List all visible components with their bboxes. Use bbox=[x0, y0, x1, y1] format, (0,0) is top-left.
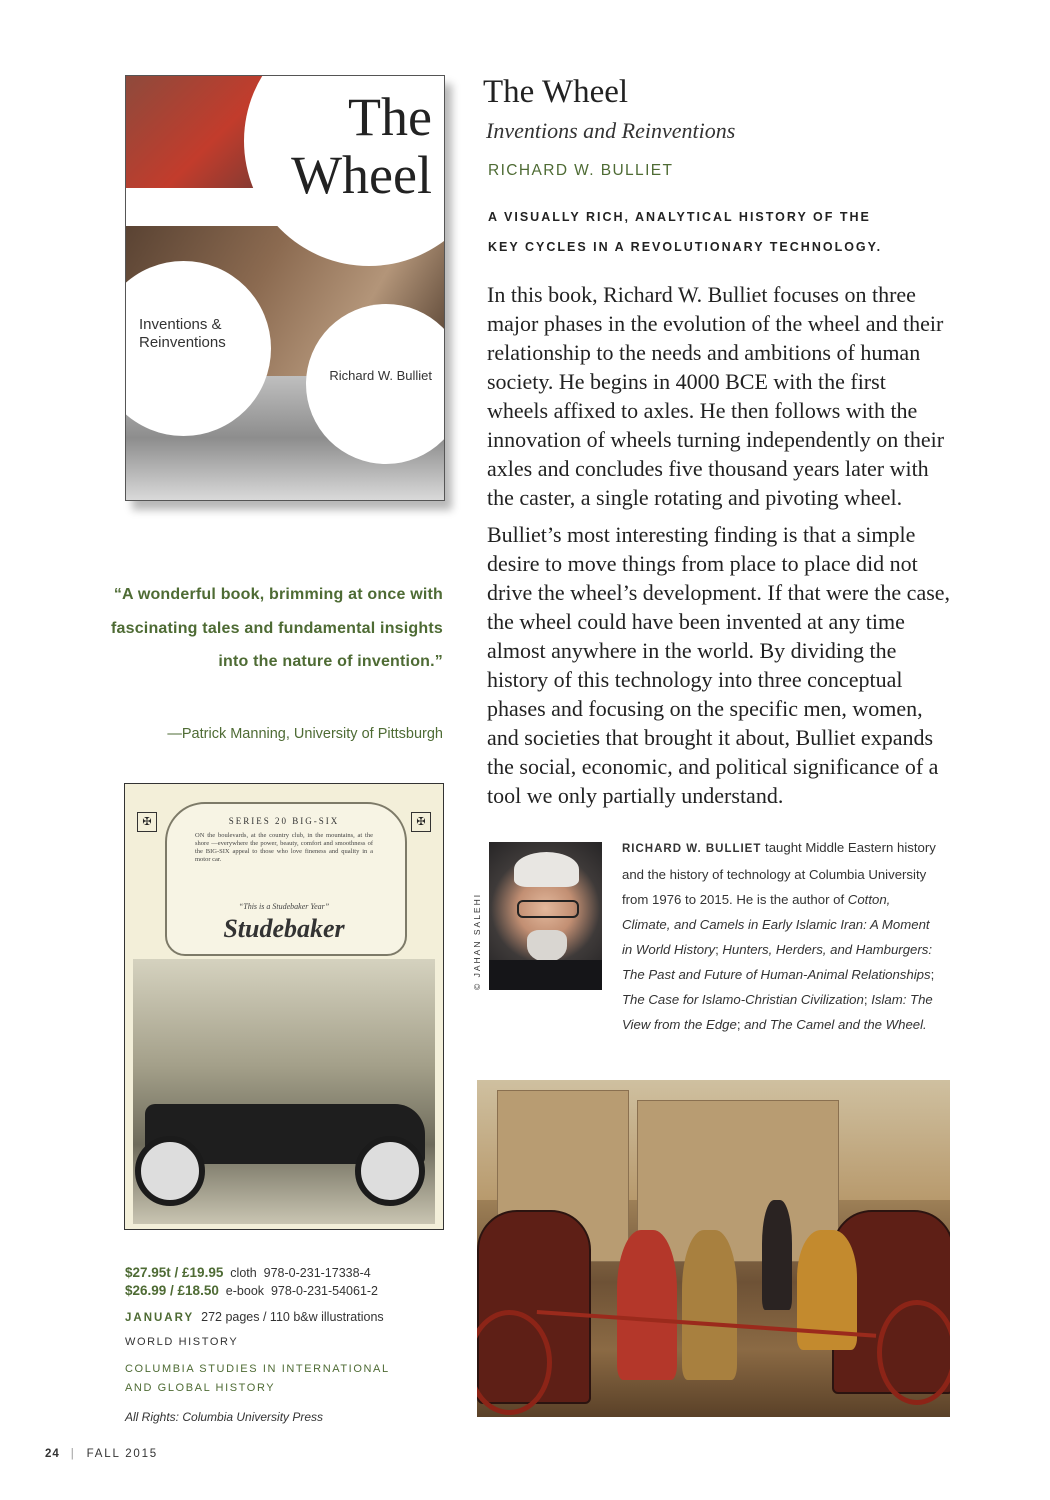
cloth-label: cloth bbox=[230, 1266, 257, 1280]
painting-wheel bbox=[877, 1300, 950, 1405]
book-description bbox=[487, 280, 952, 818]
pricing-block bbox=[125, 1264, 455, 1424]
book-cover bbox=[125, 75, 445, 501]
bio-separator: ; bbox=[715, 942, 723, 957]
ebook-label: e-book bbox=[225, 1284, 265, 1298]
ad-slogan: “This is a Studebaker Year” bbox=[238, 902, 330, 911]
publication-line bbox=[125, 1310, 455, 1324]
photo-credit: © JAHAN SALEHI bbox=[472, 892, 482, 990]
cover-title-line2: Wheel bbox=[291, 145, 432, 205]
page-count: 272 pages / 110 b&w illustrations bbox=[201, 1310, 384, 1324]
tagline-line1: A VISUALLY RICH, ANALYTICAL HISTORY OF THE bbox=[488, 210, 871, 224]
book-author: RICHARD W. BULLIET bbox=[488, 162, 674, 179]
photo-beard bbox=[527, 930, 567, 962]
cover-title-line1: The bbox=[348, 87, 432, 147]
ornament-icon: ✠ bbox=[411, 812, 431, 832]
bio-work-3: The Case for Islamo-Christian Civilization bbox=[622, 992, 864, 1007]
cover-subtitle-line2: Reinventions bbox=[139, 334, 226, 351]
cloth-price: $27.95t / £19.95 bbox=[125, 1265, 224, 1280]
bio-separator: ; bbox=[863, 992, 872, 1007]
cover-subtitle-line1: Inventions & bbox=[139, 316, 222, 333]
bio-work-4: Islam: The View from the Edge bbox=[622, 992, 933, 1032]
publication-month: JANUARY bbox=[125, 1312, 195, 1324]
page-number: 24 bbox=[45, 1448, 60, 1460]
photo-hair bbox=[514, 852, 579, 887]
pull-quote: “A wonderful book, brimming at once with fascinating tales and fundamental insights into the nature of invention.” bbox=[110, 586, 443, 670]
footer-separator: | bbox=[70, 1448, 76, 1460]
car-wheel-icon bbox=[355, 1136, 425, 1206]
description-paragraph-2: Bulliet’s most interesting finding is that a simple desire to move things from place to place did not drive the wheel’s development. If that were the case, the wheel could have been invented at any time almost anywhere in the world. By dividing the history of this technology into three conceptual phases and focusing on the specific men, women, and societies that brought it about, Bulliet expands the social, economic, and political significance of a tool we only partially understand. bbox=[487, 522, 951, 808]
cloth-isbn: 978-0-231-17338-4 bbox=[263, 1266, 371, 1280]
bio-separator: ; bbox=[736, 1017, 745, 1032]
bio-author-name: RICHARD W. BULLIET bbox=[622, 843, 762, 855]
ebook-isbn: 978-0-231-54061-2 bbox=[270, 1284, 379, 1298]
ad-body: ON the boulevards, at the country club, in the mountains, at the shore —everywhere the power, beauty, comfort and smoothness of the BIG-SIX appeal to those who love fineness and quality in a motor car. bbox=[195, 832, 373, 863]
bio-work-2: Hunters, Herders, and Hamburgers: The Past and Future of Human-Animal Relationships bbox=[622, 942, 933, 982]
tagline-line2: KEY CYCLES IN A REVOLUTIONARY TECHNOLOGY. bbox=[488, 240, 883, 254]
photo-glasses bbox=[517, 900, 579, 918]
rights-statement: All Rights: Columbia University Press bbox=[125, 1410, 324, 1424]
cloth-edition bbox=[125, 1264, 455, 1282]
painting-sedan-chairs bbox=[477, 1080, 950, 1417]
bio-work-1: Cotton, Climate, and Camels in Early Islamic Iran: A Moment in World History bbox=[622, 892, 930, 957]
cover-author: Richard W. Bulliet bbox=[329, 368, 432, 383]
ebook-price: $26.99 / £18.50 bbox=[125, 1283, 219, 1298]
bio-text: taught Middle Eastern history and the history of technology at Columbia University from 1976 to 2015. He is the author of bbox=[622, 840, 936, 907]
subject-category: WORLD HISTORY bbox=[125, 1336, 239, 1348]
ebook-edition bbox=[125, 1282, 455, 1300]
photo-suit bbox=[489, 960, 602, 990]
cover-title bbox=[291, 88, 432, 204]
quote-attribution: —Patrick Manning, University of Pittsburgh bbox=[167, 726, 443, 742]
author-photo bbox=[489, 842, 602, 990]
book-series bbox=[125, 1360, 455, 1398]
bio-work-5: and The Camel and the Wheel. bbox=[744, 1017, 927, 1032]
book-subtitle: Inventions and Reinventions bbox=[486, 118, 736, 143]
painting-figure-red bbox=[617, 1230, 677, 1380]
book-tagline bbox=[488, 202, 928, 262]
book-series-line2: AND GLOBAL HISTORY bbox=[125, 1382, 276, 1394]
ad-brand: Studebaker bbox=[223, 914, 345, 943]
page-footer bbox=[45, 1448, 158, 1460]
cover-subtitle bbox=[139, 316, 226, 352]
bio-separator: ; bbox=[930, 967, 935, 982]
painting-figure-gold bbox=[682, 1230, 737, 1380]
ornament-icon: ✠ bbox=[137, 812, 157, 832]
book-series-line1: COLUMBIA STUDIES IN INTERNATIONAL bbox=[125, 1363, 390, 1375]
ad-series: SERIES 20 BIG-SIX bbox=[228, 816, 340, 826]
studebaker-advertisement bbox=[124, 783, 444, 1230]
painting-figure-priest bbox=[762, 1200, 792, 1310]
catalog-issue: FALL 2015 bbox=[86, 1448, 158, 1460]
description-paragraph-1: In this book, Richard W. Bulliet focuses on three major phases in the evolution of the wheel and their relationship to the needs and ambitions of human society. He begins in 4000 BCE with the first wheels affixed to axles. He then follows with the innovation of wheels turning independently on their axles and concludes five thousand years later with the caster, a single rotating and pivoting wheel. bbox=[487, 282, 945, 510]
author-bio bbox=[622, 835, 942, 1037]
book-title: The Wheel bbox=[483, 74, 629, 110]
car-wheel-icon bbox=[135, 1136, 205, 1206]
